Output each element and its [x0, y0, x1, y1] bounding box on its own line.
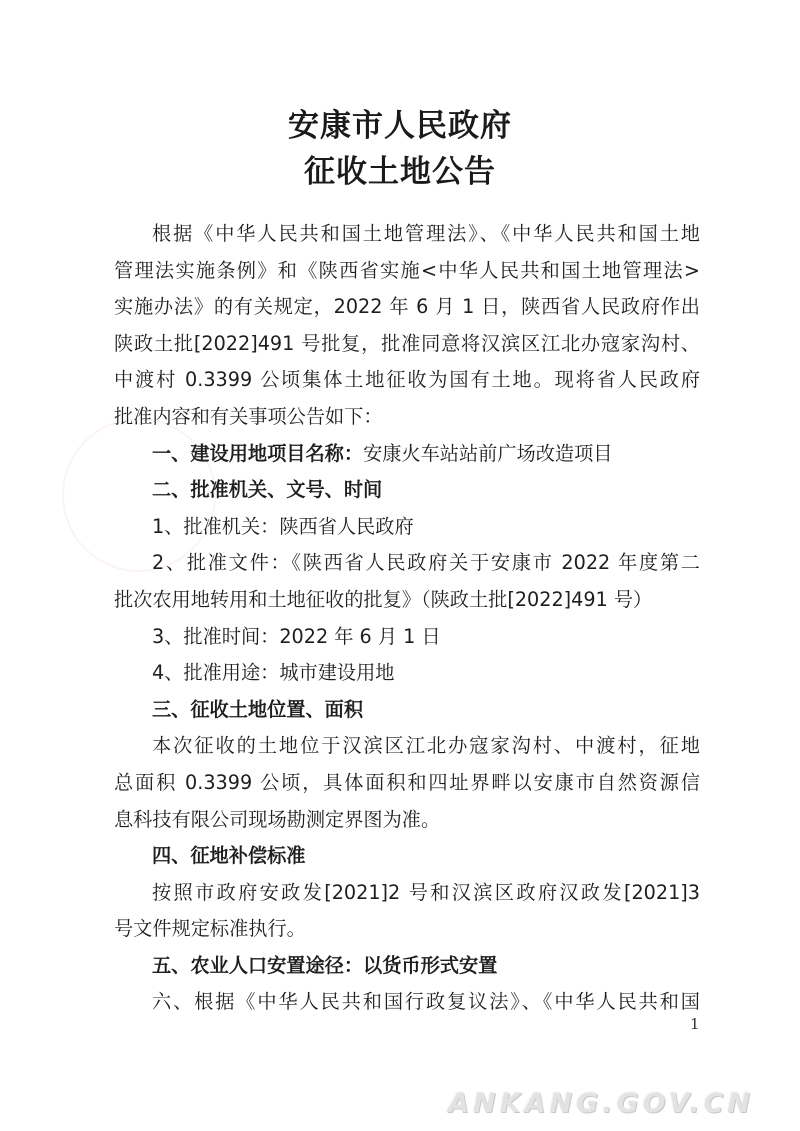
body-line-value: 安康火车站站前广场改造项目 [363, 441, 613, 465]
body-line: 三、征收土地位置、面积 [152, 697, 364, 721]
body-line: 批次农用地转用和土地征收的批复》（陕政土批[2022]491 号） [114, 587, 653, 611]
body-line: 批准内容和有关事项公告如下： [114, 404, 383, 428]
document-body [114, 216, 700, 1021]
body-line: 四、征地补偿标准 [152, 844, 306, 868]
body-line: 陕政土批[2022]491 号批复，批准同意将汉滨区江北办寇家沟村、 [114, 331, 700, 355]
site-watermark: ANKANG.GOV.CN [448, 1088, 754, 1119]
body-line: 二、批准机关、文号、时间 [152, 478, 383, 502]
body-line: 根据《中华人民共和国土地管理法》、《中华人民共和国土地 [152, 222, 700, 245]
body-line: 2、批准文件：《陕西省人民政府关于安康市 2022 年度第二 [152, 551, 700, 575]
body-line-heading: 一、建设用地项目名称： [152, 441, 364, 465]
body-line: 总面积 0.3399 公顷，具体面积和四址界畔以安康市自然资源信 [114, 770, 700, 794]
page-number: 1 [690, 1015, 700, 1033]
body-line: 4、批准用途：城市建设用地 [152, 661, 395, 685]
body-line [114, 436, 700, 473]
document-title-line2: 征收土地公告 [304, 154, 496, 190]
body-line: 五、农业人口安置途径：以货币形式安置 [152, 953, 498, 977]
body-line: 息科技有限公司现场勘测定界图为准。 [114, 807, 441, 831]
body-line: 实施办法》的有关规定，2022 年 6 月 1 日，陕西省人民政府作出 [114, 295, 700, 319]
document-title-line1: 安康市人民政府 [288, 108, 512, 144]
body-line: 本次征收的土地位于汉滨区江北办寇家沟村、中渡村，征地 [152, 734, 700, 758]
body-line: 六、根据《中华人民共和国行政复议法》、《中华人民共和国 [152, 990, 700, 1014]
body-line: 3、批准时间：2022 年 6 月 1 日 [152, 624, 441, 648]
body-line: 中渡村 0.3399 公顷集体土地征收为国有土地。现将省人民政府 [114, 368, 700, 392]
body-line: 按照市政府安政发[2021]2 号和汉滨区政府汉政发[2021]3 [152, 880, 700, 904]
body-line: 1、批准机关：陕西省人民政府 [152, 514, 414, 538]
body-line: 号文件规定标准执行。 [114, 917, 306, 941]
body-line: 管理法实施条例》和《陕西省实施<中华人民共和国土地管理法> [114, 258, 700, 282]
